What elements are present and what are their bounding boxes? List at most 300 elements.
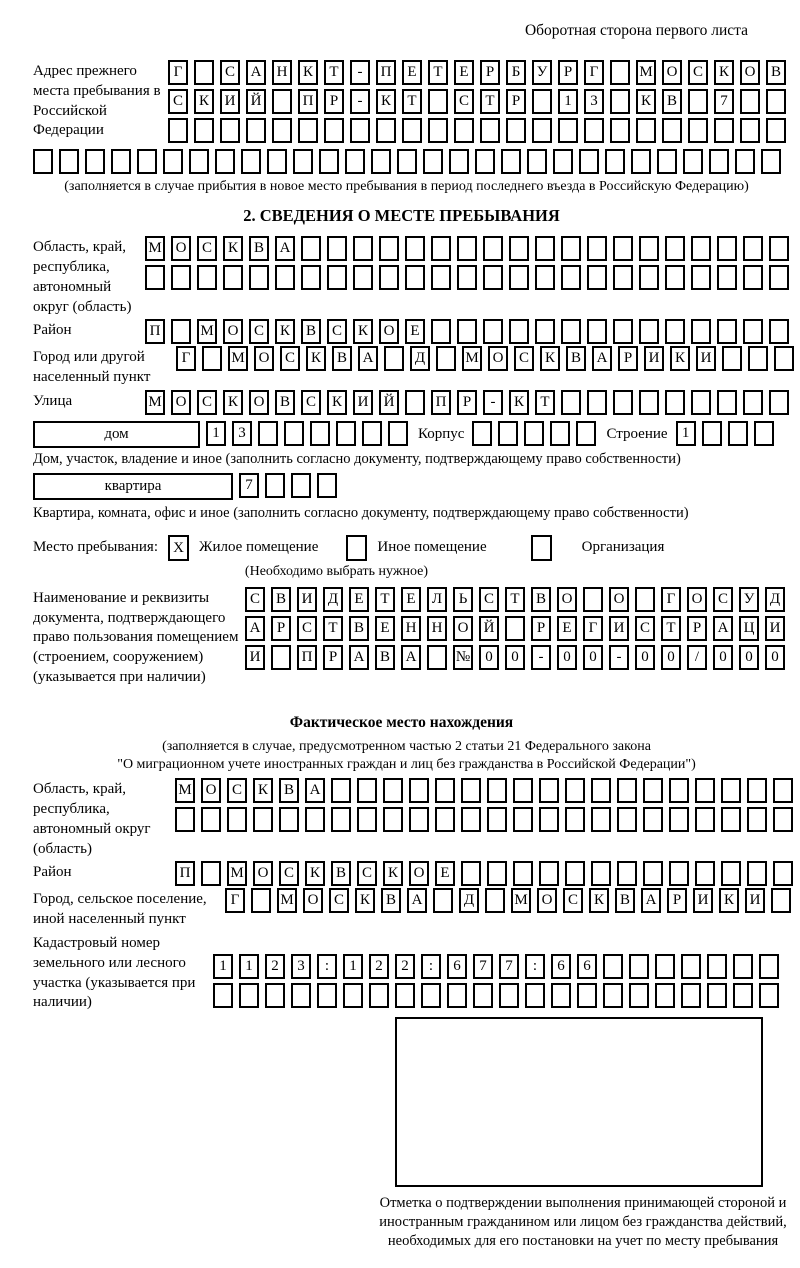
district-row bbox=[33, 319, 800, 344]
char-cell: А bbox=[401, 645, 421, 670]
char-cell bbox=[759, 983, 779, 1008]
char-cell bbox=[480, 118, 500, 143]
char-cell: Й bbox=[246, 89, 266, 114]
char-cell: И bbox=[745, 888, 765, 913]
char-cell: Г bbox=[168, 60, 188, 85]
char-cell: К bbox=[355, 888, 375, 913]
char-cell bbox=[384, 346, 404, 371]
char-cell bbox=[591, 778, 611, 803]
char-cell: В bbox=[331, 861, 351, 886]
char-cell: М bbox=[145, 236, 165, 261]
char-cell bbox=[688, 89, 708, 114]
char-cell: Г bbox=[225, 888, 245, 913]
char-cell bbox=[709, 149, 729, 174]
char-cell bbox=[587, 236, 607, 261]
char-cell bbox=[402, 118, 422, 143]
char-cell bbox=[740, 118, 760, 143]
char-cell: 0 bbox=[635, 645, 655, 670]
stay-type-row bbox=[33, 535, 800, 561]
char-cell bbox=[722, 346, 742, 371]
char-cell: - bbox=[609, 645, 629, 670]
char-cell bbox=[565, 861, 585, 886]
char-cell bbox=[662, 118, 682, 143]
char-cell bbox=[246, 118, 266, 143]
char-cell bbox=[435, 778, 455, 803]
char-cell bbox=[369, 983, 389, 1008]
char-cell bbox=[487, 778, 507, 803]
char-cell bbox=[740, 89, 760, 114]
char-cell bbox=[617, 778, 637, 803]
char-cell: К bbox=[223, 390, 243, 415]
char-cell: 3 bbox=[584, 89, 604, 114]
char-cell: А bbox=[592, 346, 612, 371]
char-cell: М bbox=[511, 888, 531, 913]
char-cell bbox=[317, 983, 337, 1008]
char-cell bbox=[635, 587, 655, 612]
char-cell: Р bbox=[324, 89, 344, 114]
char-cell bbox=[194, 118, 214, 143]
char-cell bbox=[747, 778, 767, 803]
char-cell bbox=[213, 983, 233, 1008]
char-cell: Л bbox=[427, 587, 447, 612]
char-cell bbox=[691, 236, 711, 261]
char-cell bbox=[383, 778, 403, 803]
char-cell: 1 bbox=[558, 89, 578, 114]
char-cell: Г bbox=[176, 346, 196, 371]
char-cell: Е bbox=[405, 319, 425, 344]
char-cell bbox=[717, 236, 737, 261]
char-cell bbox=[457, 265, 477, 290]
char-cell bbox=[550, 421, 570, 446]
char-cell bbox=[189, 149, 209, 174]
char-cell: С bbox=[197, 236, 217, 261]
char-cell bbox=[610, 118, 630, 143]
char-cell bbox=[284, 421, 304, 446]
char-cell: С bbox=[454, 89, 474, 114]
char-cell bbox=[397, 149, 417, 174]
char-cell: Р bbox=[506, 89, 526, 114]
char-cell bbox=[499, 983, 519, 1008]
char-cell bbox=[379, 265, 399, 290]
char-cell bbox=[171, 265, 191, 290]
document-row bbox=[33, 587, 800, 688]
char-cell bbox=[310, 421, 330, 446]
char-cell: 3 bbox=[232, 421, 252, 446]
char-cell: Р bbox=[667, 888, 687, 913]
char-cell: А bbox=[245, 616, 265, 641]
apartment-box-label: квартира bbox=[33, 473, 233, 500]
char-cell: Т bbox=[323, 616, 343, 641]
prev-address-note: (заполняется в случае прибытия в новое место пребывания в период последнего въезда в Российскую Федерацию) bbox=[64, 179, 749, 194]
char-cell bbox=[265, 473, 285, 498]
char-cell: Т bbox=[324, 60, 344, 85]
char-cell bbox=[539, 778, 559, 803]
char-cell bbox=[743, 265, 763, 290]
char-cell bbox=[610, 89, 630, 114]
char-cell bbox=[431, 236, 451, 261]
char-cell: М bbox=[636, 60, 656, 85]
char-cell bbox=[691, 390, 711, 415]
char-cell: О bbox=[453, 616, 473, 641]
char-cell bbox=[769, 265, 789, 290]
stay-type-option-residential: Жилое помещение bbox=[199, 539, 319, 556]
char-cell bbox=[551, 983, 571, 1008]
char-cell bbox=[343, 983, 363, 1008]
document-grid-row-1 bbox=[245, 587, 791, 612]
char-cell: 3 bbox=[291, 954, 311, 979]
char-cell bbox=[717, 265, 737, 290]
char-cell: 0 bbox=[713, 645, 733, 670]
char-cell bbox=[324, 118, 344, 143]
char-cell bbox=[527, 149, 547, 174]
char-cell: П bbox=[297, 645, 317, 670]
char-cell: 0 bbox=[739, 645, 759, 670]
char-cell: 2 bbox=[265, 954, 285, 979]
char-cell: Р bbox=[457, 390, 477, 415]
char-cell bbox=[717, 319, 737, 344]
stay-type-option-other: Иное помещение bbox=[377, 539, 487, 556]
char-cell bbox=[702, 421, 722, 446]
char-cell: С bbox=[280, 346, 300, 371]
char-cell: В bbox=[249, 236, 269, 261]
char-cell bbox=[163, 149, 183, 174]
char-cell bbox=[532, 89, 552, 114]
char-cell: 6 bbox=[577, 954, 597, 979]
char-cell: А bbox=[407, 888, 427, 913]
char-cell bbox=[291, 983, 311, 1008]
char-cell: 7 bbox=[499, 954, 519, 979]
char-cell bbox=[241, 149, 261, 174]
char-cell bbox=[539, 861, 559, 886]
char-cell bbox=[171, 319, 191, 344]
char-cell: К bbox=[376, 89, 396, 114]
char-cell: В bbox=[279, 778, 299, 803]
char-cell: П bbox=[431, 390, 451, 415]
char-cell bbox=[535, 265, 555, 290]
char-cell: С bbox=[220, 60, 240, 85]
actual-district-grid bbox=[175, 861, 799, 886]
char-cell: К bbox=[305, 861, 325, 886]
char-cell: К bbox=[540, 346, 560, 371]
stay-type-note: (Необходимо выбрать нужное) bbox=[244, 563, 429, 579]
char-cell bbox=[272, 89, 292, 114]
char-cell bbox=[227, 807, 247, 832]
char-cell bbox=[561, 265, 581, 290]
char-cell bbox=[769, 390, 789, 415]
char-cell: М bbox=[227, 861, 247, 886]
char-cell bbox=[457, 319, 477, 344]
char-cell: В bbox=[275, 390, 295, 415]
section2-title: 2. СВЕДЕНИЯ О МЕСТЕ ПРЕБЫВАНИЯ bbox=[243, 206, 560, 226]
char-cell: Е bbox=[349, 587, 369, 612]
char-cell bbox=[291, 473, 311, 498]
char-cell: 2 bbox=[369, 954, 389, 979]
stamp-box bbox=[395, 1017, 763, 1187]
apartment-row bbox=[33, 473, 800, 500]
char-cell bbox=[509, 236, 529, 261]
actual-location-note-1: (заполняется в случае, предусмотренном частью 2 статьи 21 Федерального закона bbox=[162, 738, 651, 754]
char-cell: С bbox=[329, 888, 349, 913]
char-cell bbox=[613, 319, 633, 344]
char-cell bbox=[258, 421, 278, 446]
char-cell bbox=[669, 778, 689, 803]
char-cell: М bbox=[277, 888, 297, 913]
prev-address-label: Адрес прежнего места пребывания в Российской Федерации bbox=[33, 63, 161, 139]
char-cell bbox=[636, 118, 656, 143]
stay-type-label: Место пребывания: bbox=[33, 539, 158, 556]
char-cell: О bbox=[537, 888, 557, 913]
char-cell bbox=[655, 954, 675, 979]
char-cell: Р bbox=[618, 346, 638, 371]
char-cell bbox=[695, 778, 715, 803]
char-cell: В bbox=[566, 346, 586, 371]
char-cell bbox=[579, 149, 599, 174]
char-cell bbox=[433, 888, 453, 913]
char-cell: П bbox=[298, 89, 318, 114]
char-cell: Т bbox=[402, 89, 422, 114]
char-cell: Р bbox=[480, 60, 500, 85]
char-cell: К bbox=[719, 888, 739, 913]
char-cell: 6 bbox=[551, 954, 571, 979]
char-cell: К bbox=[306, 346, 326, 371]
char-cell: О bbox=[409, 861, 429, 886]
char-cell bbox=[576, 421, 596, 446]
char-cell: Р bbox=[558, 60, 578, 85]
char-cell bbox=[643, 778, 663, 803]
char-cell bbox=[553, 149, 573, 174]
char-cell: 0 bbox=[557, 645, 577, 670]
char-cell: К bbox=[509, 390, 529, 415]
char-cell: О bbox=[254, 346, 274, 371]
char-cell: О bbox=[303, 888, 323, 913]
char-cell: К bbox=[327, 390, 347, 415]
char-cell bbox=[525, 983, 545, 1008]
char-cell bbox=[449, 149, 469, 174]
char-cell: О bbox=[201, 778, 221, 803]
char-cell bbox=[405, 390, 425, 415]
char-cell: М bbox=[462, 346, 482, 371]
char-cell bbox=[665, 236, 685, 261]
char-cell: А bbox=[246, 60, 266, 85]
char-cell: В bbox=[662, 89, 682, 114]
char-cell: - bbox=[350, 60, 370, 85]
char-cell: Т bbox=[505, 587, 525, 612]
char-cell bbox=[643, 861, 663, 886]
char-cell bbox=[774, 346, 794, 371]
char-cell bbox=[175, 807, 195, 832]
char-cell: И bbox=[644, 346, 664, 371]
char-cell bbox=[688, 118, 708, 143]
char-cell: Н bbox=[427, 616, 447, 641]
actual-city-row bbox=[33, 888, 800, 930]
char-cell bbox=[275, 265, 295, 290]
char-cell: К bbox=[353, 319, 373, 344]
document-grid-row-3 bbox=[245, 645, 791, 670]
char-cell: С bbox=[635, 616, 655, 641]
char-cell bbox=[639, 265, 659, 290]
house-grid bbox=[206, 421, 414, 446]
char-cell: Д bbox=[410, 346, 430, 371]
char-cell bbox=[487, 807, 507, 832]
char-cell: Т bbox=[535, 390, 555, 415]
char-cell bbox=[603, 983, 623, 1008]
char-cell bbox=[357, 778, 377, 803]
region-grid bbox=[145, 236, 795, 294]
char-cell bbox=[761, 149, 781, 174]
korpus-label: Корпус bbox=[418, 425, 465, 442]
char-cell: А bbox=[641, 888, 661, 913]
char-cell bbox=[168, 118, 188, 143]
char-cell bbox=[239, 983, 259, 1008]
char-cell: Т bbox=[480, 89, 500, 114]
char-cell: Т bbox=[661, 616, 681, 641]
char-cell: К bbox=[253, 778, 273, 803]
char-cell bbox=[336, 421, 356, 446]
char-cell: К bbox=[223, 236, 243, 261]
char-cell bbox=[405, 265, 425, 290]
char-cell bbox=[485, 888, 505, 913]
char-cell bbox=[362, 421, 382, 446]
char-cell bbox=[201, 861, 221, 886]
char-cell: С bbox=[227, 778, 247, 803]
char-cell bbox=[587, 390, 607, 415]
char-cell bbox=[327, 236, 347, 261]
char-cell bbox=[561, 390, 581, 415]
char-cell: И bbox=[245, 645, 265, 670]
char-cell: М bbox=[145, 390, 165, 415]
char-cell bbox=[535, 319, 555, 344]
char-cell bbox=[558, 118, 578, 143]
char-cell: Е bbox=[401, 587, 421, 612]
char-cell bbox=[728, 421, 748, 446]
region-label: Область, край, республика, автономный округ (область) bbox=[33, 239, 132, 315]
char-cell bbox=[447, 983, 467, 1008]
char-cell bbox=[535, 236, 555, 261]
prev-address-grid-row-2 bbox=[168, 89, 792, 114]
char-cell bbox=[345, 149, 365, 174]
char-cell bbox=[483, 265, 503, 290]
char-cell: - bbox=[531, 645, 551, 670]
char-cell: : bbox=[421, 954, 441, 979]
region-row bbox=[33, 236, 800, 317]
char-cell bbox=[773, 807, 793, 832]
char-cell bbox=[59, 149, 79, 174]
char-cell: И bbox=[220, 89, 240, 114]
document-grid-row-2 bbox=[245, 616, 791, 641]
char-cell bbox=[591, 861, 611, 886]
char-cell bbox=[639, 390, 659, 415]
char-cell: И bbox=[609, 616, 629, 641]
actual-region-grid bbox=[175, 778, 799, 836]
char-cell bbox=[617, 861, 637, 886]
char-cell bbox=[409, 807, 429, 832]
char-cell bbox=[509, 265, 529, 290]
char-cell bbox=[421, 983, 441, 1008]
char-cell bbox=[271, 645, 291, 670]
char-cell: - bbox=[483, 390, 503, 415]
actual-city-label: Город, сельское поселение, иной населенный пункт bbox=[33, 891, 207, 928]
char-cell bbox=[223, 265, 243, 290]
char-cell: 1 bbox=[676, 421, 696, 446]
char-cell bbox=[591, 807, 611, 832]
char-cell: Р bbox=[323, 645, 343, 670]
char-cell bbox=[220, 118, 240, 143]
street-row bbox=[33, 390, 800, 415]
char-cell bbox=[603, 954, 623, 979]
char-cell: Г bbox=[661, 587, 681, 612]
char-cell bbox=[613, 390, 633, 415]
char-cell bbox=[427, 645, 447, 670]
stay-type-option-organization: Организация bbox=[581, 539, 665, 556]
district-label: Район bbox=[33, 322, 72, 339]
char-cell: О bbox=[662, 60, 682, 85]
char-cell bbox=[773, 778, 793, 803]
char-cell bbox=[532, 118, 552, 143]
char-cell: В bbox=[381, 888, 401, 913]
char-cell bbox=[695, 861, 715, 886]
char-cell bbox=[371, 149, 391, 174]
char-cell bbox=[267, 149, 287, 174]
char-cell bbox=[707, 983, 727, 1008]
char-cell: К bbox=[275, 319, 295, 344]
char-cell: 1 bbox=[213, 954, 233, 979]
char-cell: Н bbox=[401, 616, 421, 641]
char-cell: А bbox=[349, 645, 369, 670]
char-cell: С bbox=[327, 319, 347, 344]
char-cell: В bbox=[332, 346, 352, 371]
char-cell: О bbox=[687, 587, 707, 612]
char-cell: Д bbox=[323, 587, 343, 612]
char-cell: № bbox=[453, 645, 473, 670]
char-cell bbox=[617, 807, 637, 832]
char-cell: / bbox=[687, 645, 707, 670]
char-cell bbox=[639, 236, 659, 261]
stay-type-checkbox-residential: X bbox=[168, 535, 189, 561]
char-cell: Н bbox=[272, 60, 292, 85]
stamp-note: Отметка о подтверждении выполнения принимающей стороной и иностранным гражданином или лицом без гражданства действий, необходимых для его постановки на учет по месту пребывания bbox=[379, 1195, 787, 1250]
char-cell: Е bbox=[435, 861, 455, 886]
char-cell bbox=[669, 861, 689, 886]
actual-region-grid-row-1 bbox=[175, 778, 799, 803]
char-cell: 1 bbox=[239, 954, 259, 979]
char-cell bbox=[305, 807, 325, 832]
actual-region-row bbox=[33, 778, 800, 859]
cadastral-label: Кадастровый номер земельного или лесного участка (указывается при наличии) bbox=[33, 934, 196, 1011]
char-cell: С bbox=[713, 587, 733, 612]
char-cell bbox=[301, 236, 321, 261]
prev-address-grid-row-3 bbox=[168, 118, 792, 143]
char-cell bbox=[769, 236, 789, 261]
char-cell bbox=[317, 473, 337, 498]
char-cell bbox=[561, 319, 581, 344]
char-cell bbox=[461, 778, 481, 803]
char-cell bbox=[436, 346, 456, 371]
char-cell bbox=[249, 265, 269, 290]
char-cell bbox=[610, 60, 630, 85]
char-cell: 1 bbox=[343, 954, 363, 979]
char-cell bbox=[457, 236, 477, 261]
char-cell: П bbox=[175, 861, 195, 886]
char-cell: М bbox=[197, 319, 217, 344]
char-cell bbox=[327, 265, 347, 290]
char-cell bbox=[357, 807, 377, 832]
char-cell bbox=[395, 983, 415, 1008]
char-cell: 2 bbox=[395, 954, 415, 979]
char-cell bbox=[629, 954, 649, 979]
char-cell: С bbox=[197, 390, 217, 415]
char-cell bbox=[279, 807, 299, 832]
page-header-note: Оборотная сторона первого листа bbox=[524, 22, 748, 39]
